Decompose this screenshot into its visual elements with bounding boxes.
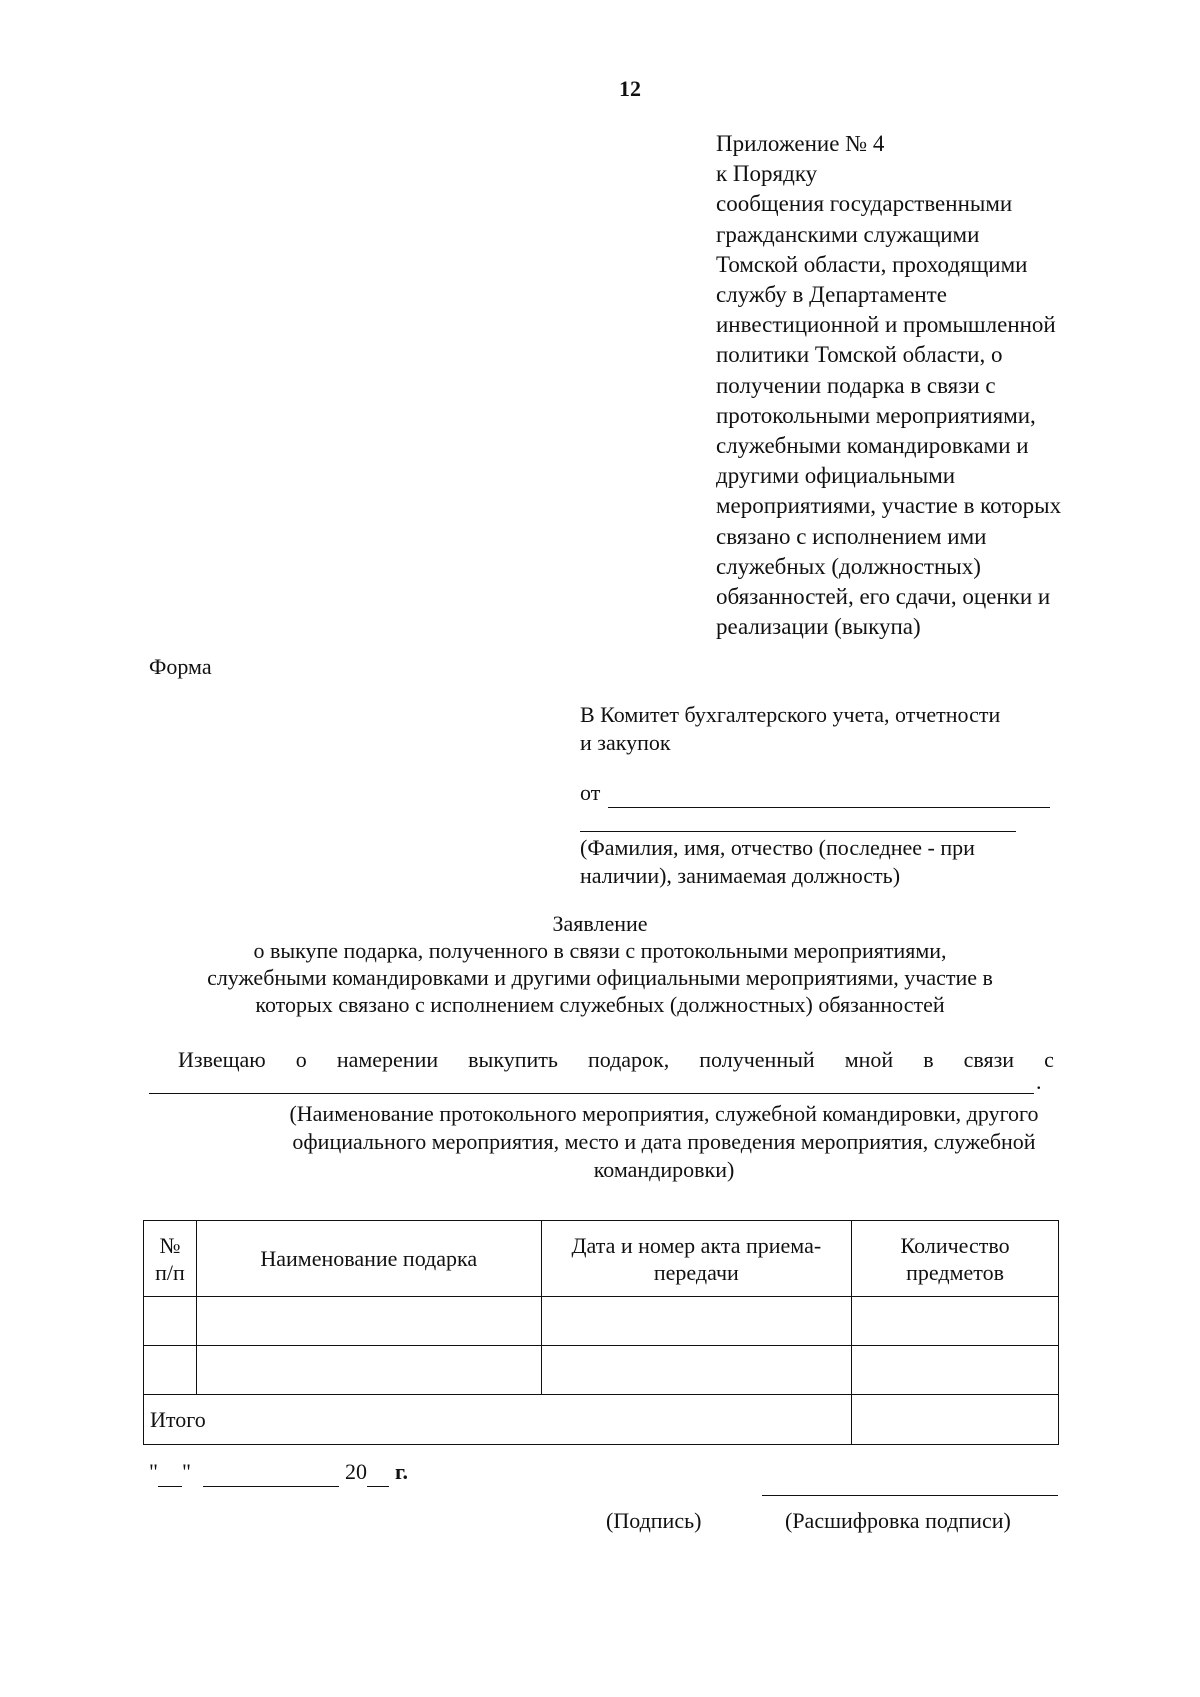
notice-word: Извещаю <box>178 1047 266 1072</box>
table-cell[interactable] <box>144 1297 197 1346</box>
event-name-field[interactable] <box>149 1093 1034 1094</box>
form-label: Форма <box>149 654 212 679</box>
table-header-row <box>144 1221 1059 1297</box>
statement-subtitle-line: о выкупе подарка, полученного в связи с протокольными мероприятиями, <box>253 938 947 963</box>
appendix-line: Приложение № 4 <box>716 131 885 156</box>
col-header-quantity-line1: Количество <box>900 1232 1010 1258</box>
applicant-hint-line: (Фамилия, имя, отчество (последнее - при <box>580 835 975 860</box>
table-cell[interactable] <box>541 1346 852 1395</box>
date-open-quote: " <box>149 1459 158 1484</box>
signature-label: (Подпись) <box>606 1508 702 1533</box>
date-close-quote: " <box>181 1459 191 1484</box>
table-cell[interactable] <box>852 1346 1059 1395</box>
col-header-act-line2: передачи <box>653 1259 739 1285</box>
addressee-line: и закупок <box>580 730 671 755</box>
appendix-line: мероприятиями, участие в которых <box>716 493 1062 519</box>
statement-subtitle-line: служебными командировками и другими официальными мероприятиями, участие в <box>207 965 993 990</box>
notice-word: мной <box>844 1047 894 1072</box>
addressee-line: В Комитет бухгалтерского учета, отчетности <box>580 702 1001 727</box>
appendix-line: инвестиционной и промышленной <box>716 312 1056 338</box>
signature-field[interactable] <box>762 1495 1058 1496</box>
table-cell[interactable] <box>196 1297 541 1346</box>
appendix-line: служебными командировками и <box>716 433 1029 459</box>
table-row <box>144 1346 1059 1395</box>
event-hint-line: (Наименование протокольного мероприятия, служебной командировки, другого <box>289 1101 1039 1126</box>
appendix-line: сообщения государственными <box>716 191 1013 217</box>
notice-word: выкупить <box>468 1047 558 1072</box>
appendix-line: другими официальными <box>716 463 956 489</box>
col-header-quantity-line2: предметов <box>906 1259 1004 1285</box>
appendix-line: реализации (выкупа) <box>716 614 921 640</box>
appendix-line: получении подарка в связи с <box>716 372 996 398</box>
date-row <box>149 1457 408 1487</box>
event-hint-line: командировки) <box>593 1157 735 1182</box>
appendix-line: протокольными мероприятиями, <box>716 402 1036 428</box>
date-year-prefix: 20 <box>344 1459 367 1484</box>
date-year-field[interactable] <box>367 1464 389 1487</box>
event-hint-line: официального мероприятия, место и дата проведения мероприятия, служебной <box>292 1129 1036 1154</box>
notice-line <box>178 1045 1054 1075</box>
col-header-quantity <box>852 1221 1059 1297</box>
statement-subtitle-line: которых связано с исполнением служебных (должностных) обязанностей <box>255 992 945 1017</box>
date-month-field[interactable] <box>203 1464 339 1487</box>
notice-word: полученный <box>699 1047 815 1072</box>
table-row <box>144 1297 1059 1346</box>
page-number: 12 <box>619 76 641 101</box>
table-cell[interactable] <box>541 1297 852 1346</box>
date-year-suffix: г. <box>394 1459 408 1484</box>
gifts-table <box>143 1220 1059 1445</box>
event-hint <box>149 1100 1179 1184</box>
col-header-act <box>541 1221 852 1297</box>
notice-word: намерении <box>336 1047 439 1072</box>
appendix-line: Томской области, проходящими <box>716 251 1028 277</box>
appendix-line: связано с исполнением ими <box>716 523 987 549</box>
notice-word: с <box>1044 1047 1054 1072</box>
appendix-line: гражданскими служащими <box>716 221 980 247</box>
appendix-line: службу в Департаменте <box>716 282 947 308</box>
statement-title: Заявление <box>552 911 648 936</box>
notice-word: о <box>295 1047 307 1072</box>
from-row <box>580 778 1050 808</box>
signature-decode-label: (Расшифровка подписи) <box>785 1508 1011 1533</box>
addressee-block <box>580 701 1080 757</box>
appendix-header <box>716 129 1136 642</box>
statement-title-block <box>0 910 1200 1018</box>
total-label: Итого <box>144 1395 852 1445</box>
table-cell[interactable] <box>852 1297 1059 1346</box>
appendix-line: обязанностей, его сдачи, оценки и <box>716 584 1051 610</box>
notice-word: подарок, <box>587 1047 670 1072</box>
appendix-line: политики Томской области, о <box>716 342 1003 368</box>
from-label: от <box>580 780 601 805</box>
applicant-name-field[interactable] <box>608 783 1050 808</box>
applicant-hint-line: наличии), занимаемая должность) <box>580 863 901 888</box>
table-cell[interactable] <box>144 1346 197 1395</box>
appendix-line: служебных (должностных) <box>716 553 981 579</box>
notice-word: связи <box>963 1047 1015 1072</box>
table-total-row <box>144 1395 1059 1445</box>
total-quantity-cell[interactable] <box>852 1395 1059 1445</box>
event-end-mark: . <box>1036 1069 1042 1094</box>
col-header-number <box>144 1221 197 1297</box>
table-cell[interactable] <box>196 1346 541 1395</box>
col-header-number-line1: № <box>159 1232 181 1258</box>
date-day-field[interactable] <box>158 1464 182 1487</box>
applicant-hint <box>580 834 1050 890</box>
col-header-gift-name: Наименование подарка <box>196 1221 541 1297</box>
notice-word: в <box>923 1047 934 1072</box>
applicant-position-field[interactable] <box>580 831 1016 832</box>
appendix-line: к Порядку <box>716 161 818 187</box>
col-header-number-line2: п/п <box>155 1259 185 1285</box>
col-header-act-line1: Дата и номер акта приема- <box>571 1232 822 1258</box>
